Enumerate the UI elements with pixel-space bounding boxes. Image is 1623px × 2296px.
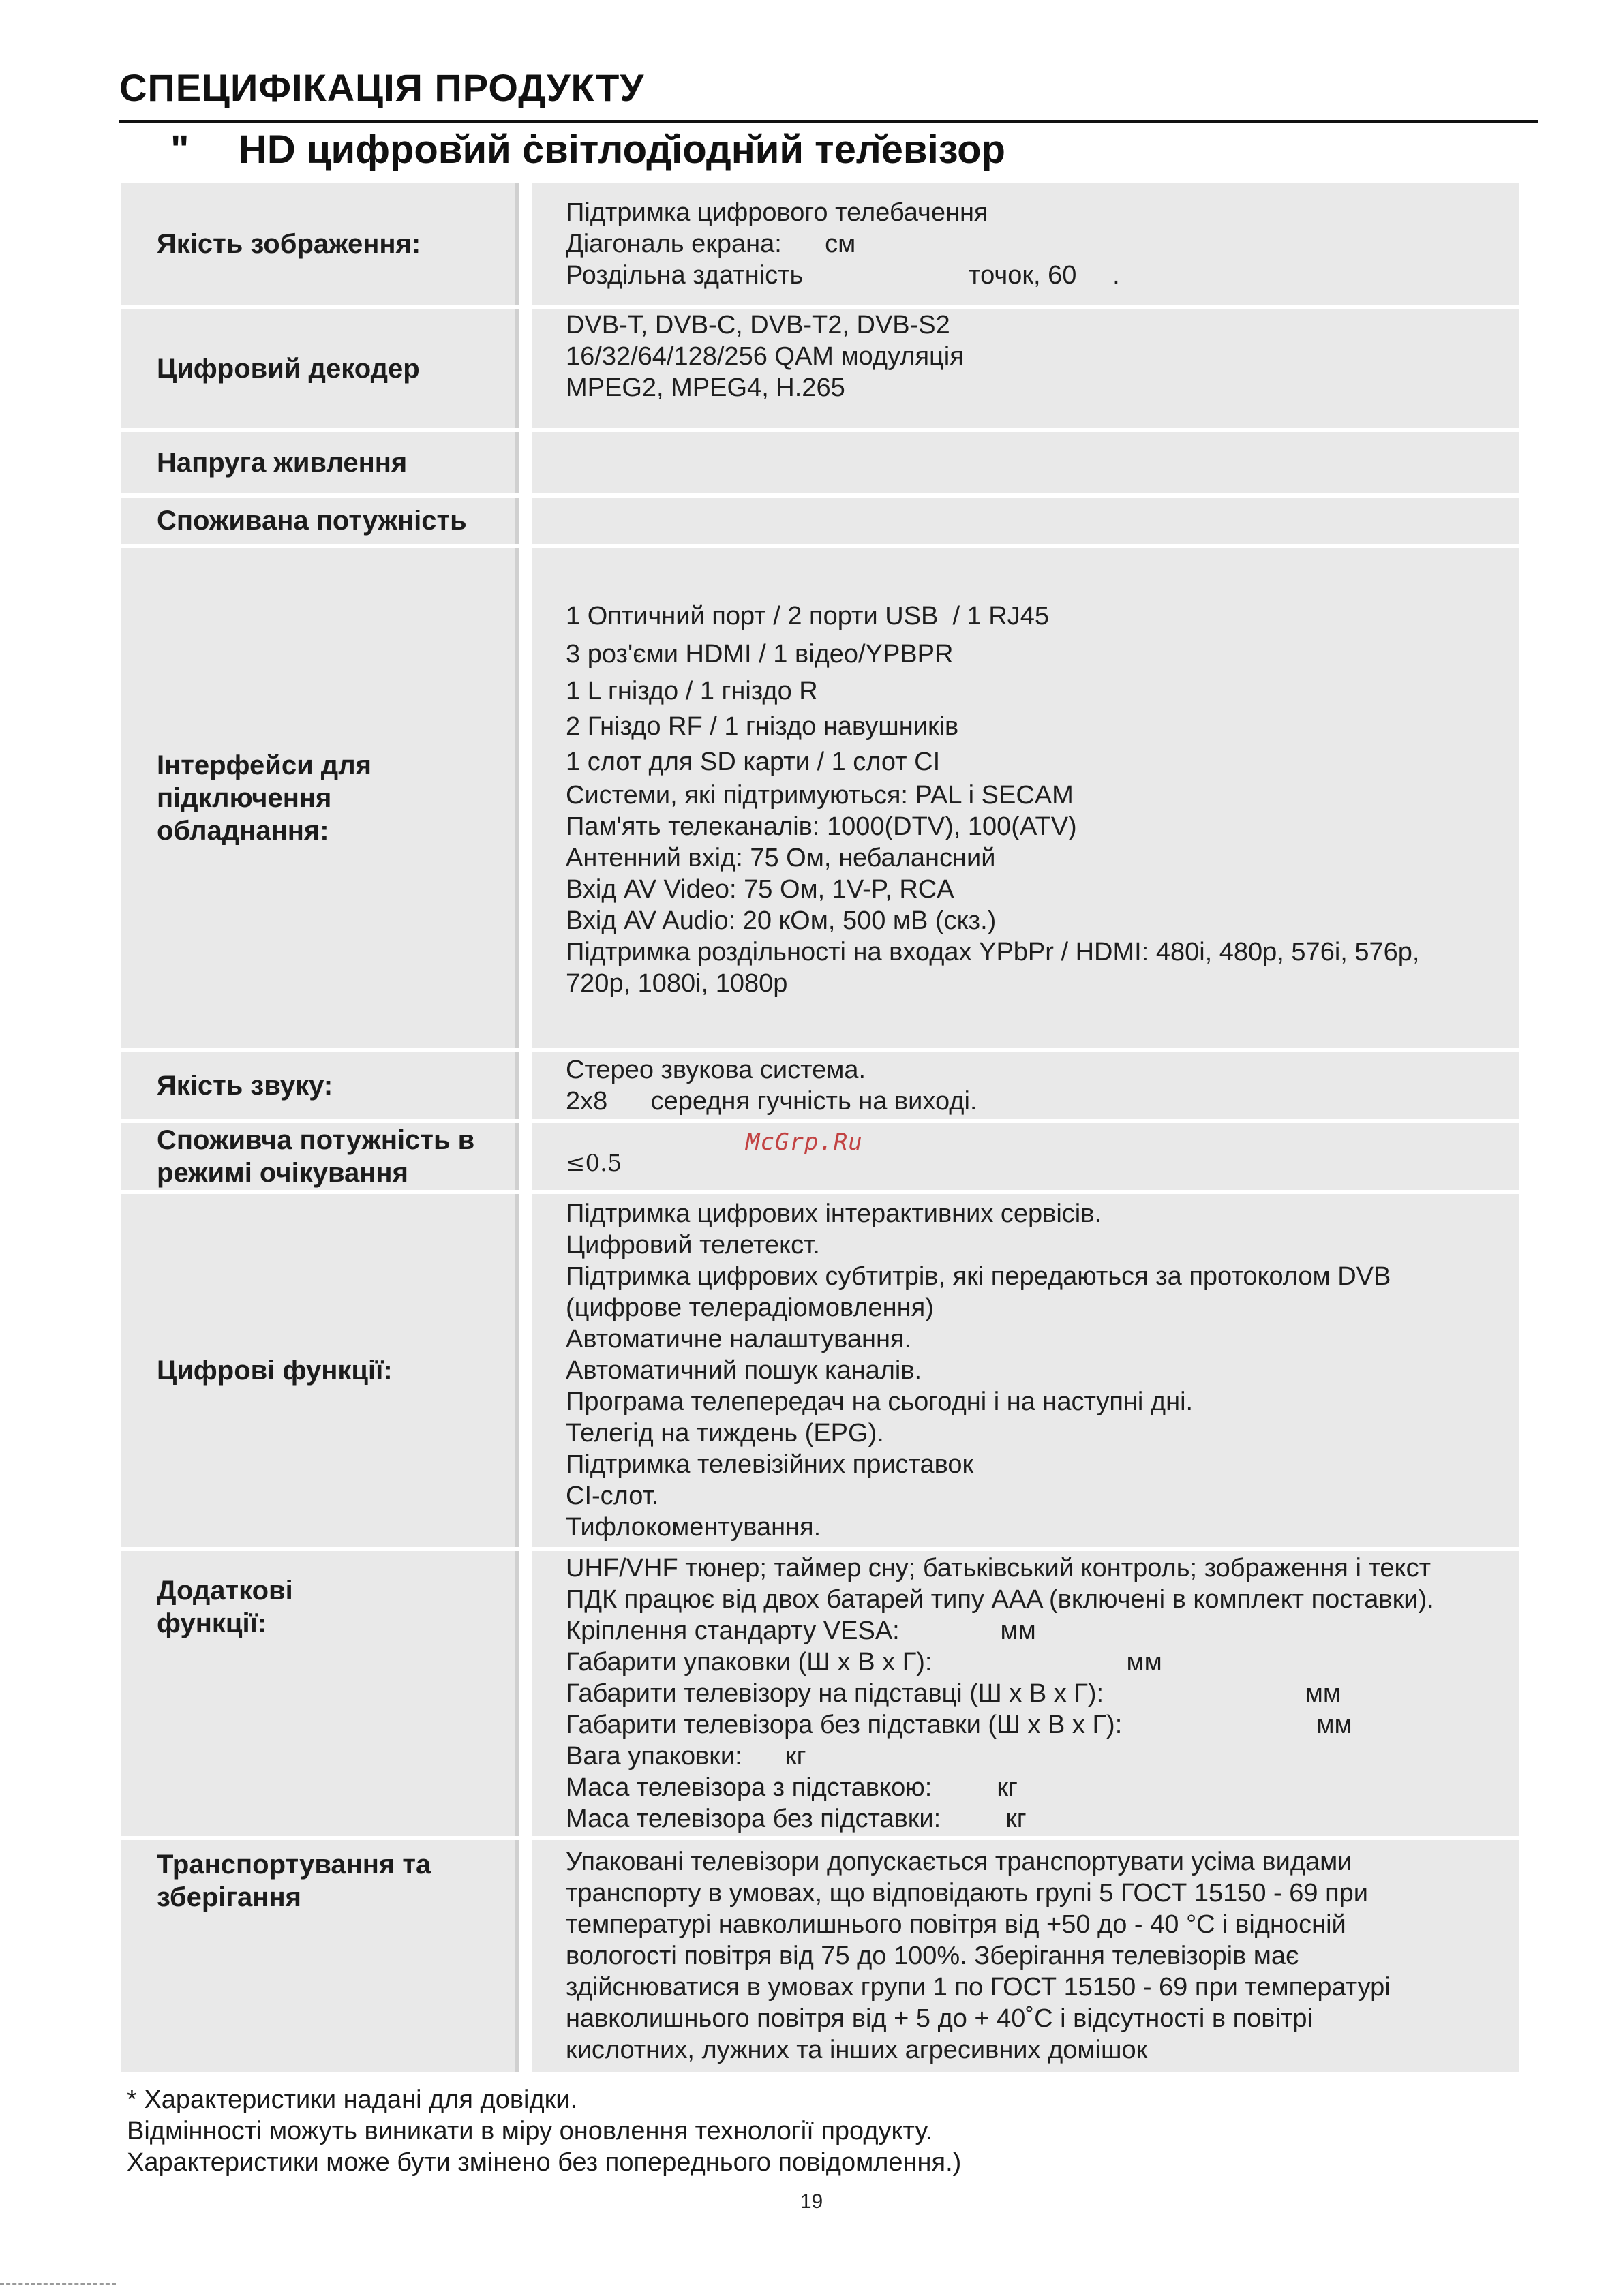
spec-value-line: Габарити телевізора без підставки (Ш х В х Г): мм <box>566 1711 1352 1739</box>
spec-label <box>121 1840 519 2072</box>
spec-value-line: Програма телепередач на сьогодні і на наступні дні. <box>566 1388 1194 1416</box>
spec-value-line: MPEG2, MPEG4, H.265 <box>566 373 845 402</box>
spec-row-digital-decoder <box>121 309 1519 428</box>
spec-value-line: CI-слот. <box>566 1482 659 1510</box>
footnote-line: Характеристики може бути змінено без попереднього повідомлення.) <box>127 2148 962 2177</box>
spec-value-line: Телегід на тиждень (EPG). <box>566 1419 884 1448</box>
spec-label-line: Якість зображення: <box>157 229 421 259</box>
spec-value <box>532 1840 1519 2072</box>
spec-value-line: UHF/VHF тюнер; таймер сну; батьківський контроль; зображення і текст <box>566 1554 1431 1582</box>
spec-label-line: Цифровий декодер <box>157 354 420 384</box>
spec-label-line: Додаткові <box>157 1576 293 1606</box>
spec-row-additional-functions <box>121 1551 1519 1836</box>
spec-row-transport-storage <box>121 1840 1519 2072</box>
footnote-line: Відмінності можуть виникати в міру оновлення технології продукту. <box>127 2117 933 2145</box>
spec-gap <box>519 548 532 1048</box>
spec-gap <box>519 1551 532 1836</box>
spec-row-power-consumption <box>121 498 1519 544</box>
spec-label-line: Споживана потужність <box>157 506 467 536</box>
spec-value-line: Антенний вхід: 75 Ом, небалансний <box>566 844 996 872</box>
spec-value-line: Упаковані телевізори допускається транспортувати усіма видами <box>566 1848 1352 1876</box>
spec-label-line: режимі очікування <box>157 1158 408 1188</box>
spec-gap <box>519 498 532 544</box>
spec-label-line: Транспортування та <box>157 1850 431 1880</box>
spec-value <box>532 183 1519 305</box>
spec-value-line: Пам'ять телеканалів: 1000(DTV), 100(ATV) <box>566 812 1077 841</box>
spec-label-line: функції: <box>157 1608 267 1638</box>
spec-label <box>121 548 519 1048</box>
spec-label-line: Інтерфейси для <box>157 750 371 780</box>
quote-mark: " <box>170 127 189 172</box>
spec-value-line: Підтримка телевізійних приставок <box>566 1450 974 1479</box>
spec-row-supply-voltage <box>121 432 1519 493</box>
spec-value-line: Кріплення стандарту VESA: мм <box>566 1617 1036 1645</box>
spec-row-digital-functions <box>121 1194 1519 1547</box>
spec-value-line: DVB-T, DVB-C, DVB-T2, DVB-S2 <box>566 311 950 339</box>
spec-value-line: Автоматичне налаштування. <box>566 1325 912 1353</box>
spec-value-line: 1 L гніздо / 1 гніздо R <box>566 677 818 705</box>
spec-label <box>121 432 519 493</box>
spec-value-line: Стерео звукова система. <box>566 1056 866 1084</box>
spec-value-line: (цифрове телерадіомовлення) <box>566 1294 934 1322</box>
spec-gap <box>519 1052 532 1119</box>
spec-value-line: ≤0.5 <box>566 1150 622 1177</box>
spec-table <box>121 179 1519 2076</box>
page-number: 19 <box>800 2190 823 2213</box>
spec-label <box>121 498 519 544</box>
footnote-line: * Характеристики надані для довідки. <box>127 2085 578 2114</box>
spec-value-line: 1 Оптичний порт / 2 порти USB / 1 RJ45 <box>566 602 1049 630</box>
spec-label <box>121 1194 519 1547</box>
spec-value-line: Підтримка цифрових інтерактивних сервісів. <box>566 1199 1102 1228</box>
spec-value-line: Роздільна здатність точок, 60 . <box>566 261 1120 290</box>
spec-value-line: 2 Гніздо RF / 1 гніздо навушників <box>566 712 959 741</box>
spec-value <box>532 309 1519 428</box>
spec-value-line: Діагональ екрана: см <box>566 230 856 258</box>
spec-value-line: здійснюватися в умовах групи 1 по ГОСТ 15150 - 69 при температурі <box>566 1973 1391 2002</box>
spec-value <box>532 1052 1519 1119</box>
spec-value-line: Підтримка цифрових субтитрів, які передаються за протоколом DVB <box>566 1262 1391 1291</box>
spec-value <box>532 1194 1519 1547</box>
spec-gap <box>519 1840 532 2072</box>
spec-value-line: вологості повітря від 75 до 100%. Зберігання телевізорів має <box>566 1942 1299 1970</box>
spec-gap <box>519 1123 532 1190</box>
spec-value-line: Габарити телевізору на підставці (Ш х В х Г): мм <box>566 1679 1341 1708</box>
spec-value-line: ПДК працює від двох батарей типу AAA (включені в комплект поставки). <box>566 1585 1434 1614</box>
title-divider <box>119 120 1538 123</box>
spec-label-line: зберігання <box>157 1882 301 1912</box>
spec-label <box>121 1123 519 1190</box>
spec-value-line: температурі навколишнього повітря від +50 до - 40 °C і відносній <box>566 1910 1346 1939</box>
spec-row-image-quality <box>121 183 1519 305</box>
spec-value <box>532 498 1519 544</box>
spec-value-line: 16/32/64/128/256 QAM модуляція <box>566 342 964 371</box>
spec-gap <box>519 183 532 305</box>
spec-value-line: навколишнього повітря від + 5 до + 40˚С і відсутності в повітрі <box>566 2004 1313 2033</box>
spec-value-line: Підтримка цифрового телебачення <box>566 198 988 227</box>
spec-value <box>532 548 1519 1048</box>
spec-value-line: 720p, 1080i, 1080p <box>566 969 788 998</box>
spec-value <box>532 432 1519 493</box>
spec-label-line: Якість звуку: <box>157 1071 333 1101</box>
spec-value-line: Маса телевізора з підставкою: кг <box>566 1773 1018 1802</box>
spec-label-line: обладнання: <box>157 816 329 846</box>
spec-row-interfaces <box>121 548 1519 1048</box>
spec-value-line: Системи, які підтримуються: PAL і SECAM <box>566 781 1074 810</box>
spec-value <box>532 1551 1519 1836</box>
page-title: СПЕЦИФІКАЦІЯ ПРОДУКТУ <box>119 66 645 109</box>
spec-value-line: Підтримка роздільності на входах YPbPr / HDMI: 480i, 480p, 576i, 576p, <box>566 938 1420 966</box>
spec-value-line: Вхід AV Audio: 20 кОм, 500 мВ (скз.) <box>566 906 997 935</box>
product-name: HD цифров̆ий ċвітлод̆іодн̆ий тел̆евізор <box>239 127 1005 172</box>
spec-value <box>532 1123 1519 1190</box>
spec-value-line: Автоматичний пошук каналів. <box>566 1356 922 1385</box>
spec-row-sound-quality <box>121 1052 1519 1119</box>
spec-value-line: кислотних, лужних та інших агресивних домішок <box>566 2036 1148 2064</box>
footnotes <box>127 2084 961 2178</box>
spec-label-line: Цифрові функції: <box>157 1356 393 1386</box>
spec-value-line: 2x8 середня гучність на виході. <box>566 1087 977 1116</box>
spec-label-line: Напруга живлення <box>157 448 408 478</box>
watermark-text: McGrp.Ru <box>746 1129 863 1156</box>
spec-gap <box>519 432 532 493</box>
spec-label <box>121 183 519 305</box>
spec-value-line: Вхід AV Video: 75 Ом, 1V-P, RCA <box>566 875 954 904</box>
product-subtitle <box>170 127 1005 172</box>
spec-value-line: Цифровий телетекст. <box>566 1231 820 1259</box>
spec-value-line: Маса телевізора без підставки: кг <box>566 1805 1027 1833</box>
spec-value-line: 1 слот для SD карти / 1 слот CI <box>566 748 941 776</box>
spec-value-line: Тифлокоментування. <box>566 1513 821 1542</box>
spec-value-line: Габарити упаковки (Ш х В х Г): мм <box>566 1648 1162 1677</box>
spec-label-line: підключення <box>157 783 332 813</box>
spec-label <box>121 1551 519 1836</box>
spec-value-line: Вага упаковки: кг <box>566 1742 806 1771</box>
spec-gap <box>519 309 532 428</box>
spec-label <box>121 1052 519 1119</box>
spec-gap <box>519 1194 532 1547</box>
scan-edge-mark <box>0 2283 116 2292</box>
spec-label-line: Споживча потужність в <box>157 1125 475 1155</box>
spec-label <box>121 309 519 428</box>
spec-value-line: транспорту в умовах, що відповідають групі 5 ГОСТ 15150 - 69 при <box>566 1879 1369 1908</box>
spec-value-line: 3 роз'єми HDMI / 1 відео/YPBPR <box>566 640 954 669</box>
